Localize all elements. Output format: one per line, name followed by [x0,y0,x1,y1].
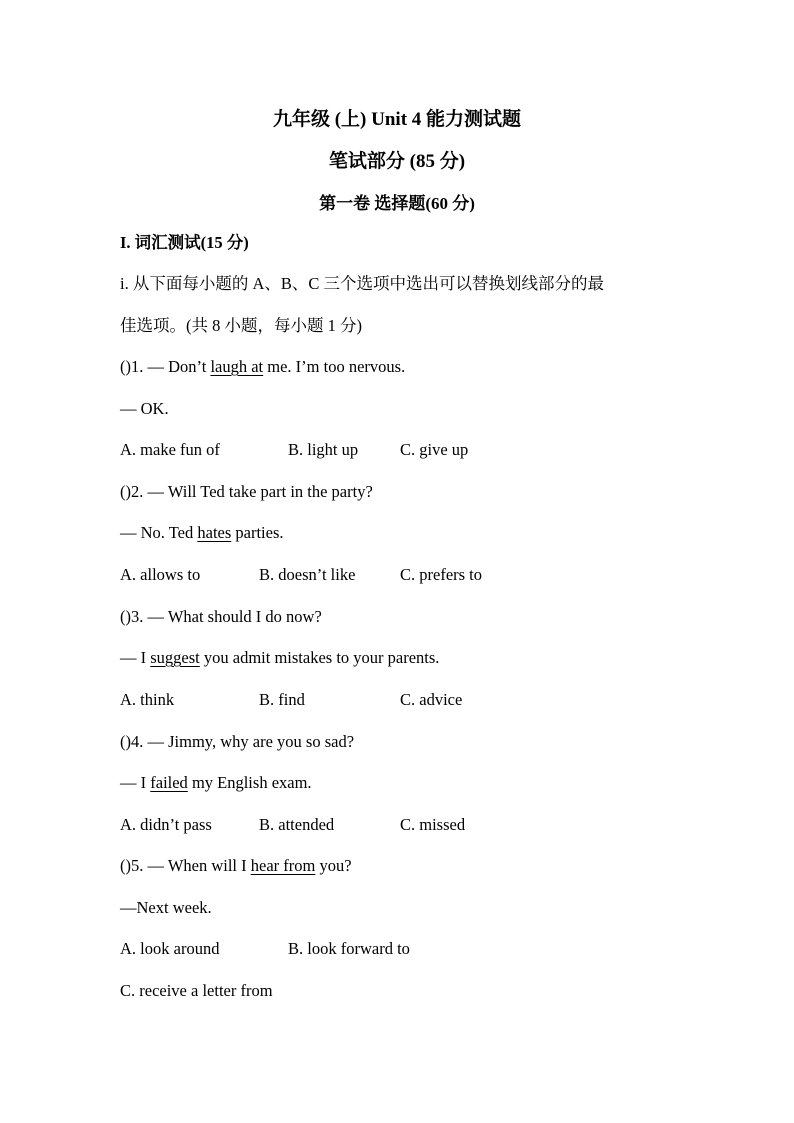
response-3 [120,647,439,669]
option-c: C. receive a letter from [120,981,273,1000]
question-text: ()3. — What should I do now? [120,607,322,626]
response-text: — I [120,648,151,667]
response-text: you admit mistakes to your parents. [199,648,440,667]
instruction-line-2: 佳选项。(共 8 小题，每小题 1 分) [120,316,362,335]
option-b: B. find [259,690,305,709]
response-2 [120,522,284,544]
option-a: A. make fun of [120,440,220,459]
underlined-phrase: suggest [150,648,200,667]
response-text: — No. Ted [120,523,198,542]
response-text: parties. [231,523,284,542]
option-a: A. didn’t pass [120,815,212,834]
option-a: A. think [120,690,175,709]
page-title: 九年级 (上) Unit 4 能力测试题 [272,109,522,130]
question-text: ()5. — When will I [120,856,251,875]
response-text: —Next week. [120,898,212,917]
question-text: me. I’m too nervous. [263,357,406,376]
section-heading: I. 词汇测试(15 分) [120,233,249,252]
question-text: ()1. — Don’t [120,357,211,376]
question-text: ()4. — Jimmy, why are you so sad? [120,732,355,751]
option-b: B. doesn’t like [259,565,356,584]
instruction-line-1: i. 从下面每小题的 A、B、C 三个选项中选出可以替换划线部分的最 [120,274,605,293]
response-1 [120,398,169,420]
option-c: C. advice [400,690,463,709]
question-1 [120,356,405,378]
option-c: C. prefers to [400,565,483,584]
option-b: B. light up [288,440,359,459]
response-text: — OK. [120,399,169,418]
option-c: C. give up [400,440,469,459]
question-3 [120,606,322,628]
question-4 [120,731,354,753]
option-b: B. look forward to [288,939,410,958]
question-2 [120,481,373,503]
option-a: A. allows to [120,565,201,584]
response-text: — I [120,773,151,792]
question-text: ()2. — Will Ted take part in the party? [120,482,373,501]
option-b: B. attended [259,815,335,834]
response-4 [120,772,312,794]
question-text: you? [315,856,352,875]
response-5 [120,897,212,919]
underlined-phrase: hates [197,523,232,542]
underlined-phrase: hear from [250,856,316,875]
option-a: A. look around [120,939,220,958]
underlined-phrase: failed [150,773,188,792]
underlined-phrase: laugh at [210,357,264,376]
response-text: my English exam. [187,773,312,792]
option-c: C. missed [400,815,466,834]
question-5 [120,855,352,877]
volume-heading: 第一卷 选择题(60 分) [319,194,475,213]
page-subtitle: 笔试部分 (85 分) [328,151,466,172]
